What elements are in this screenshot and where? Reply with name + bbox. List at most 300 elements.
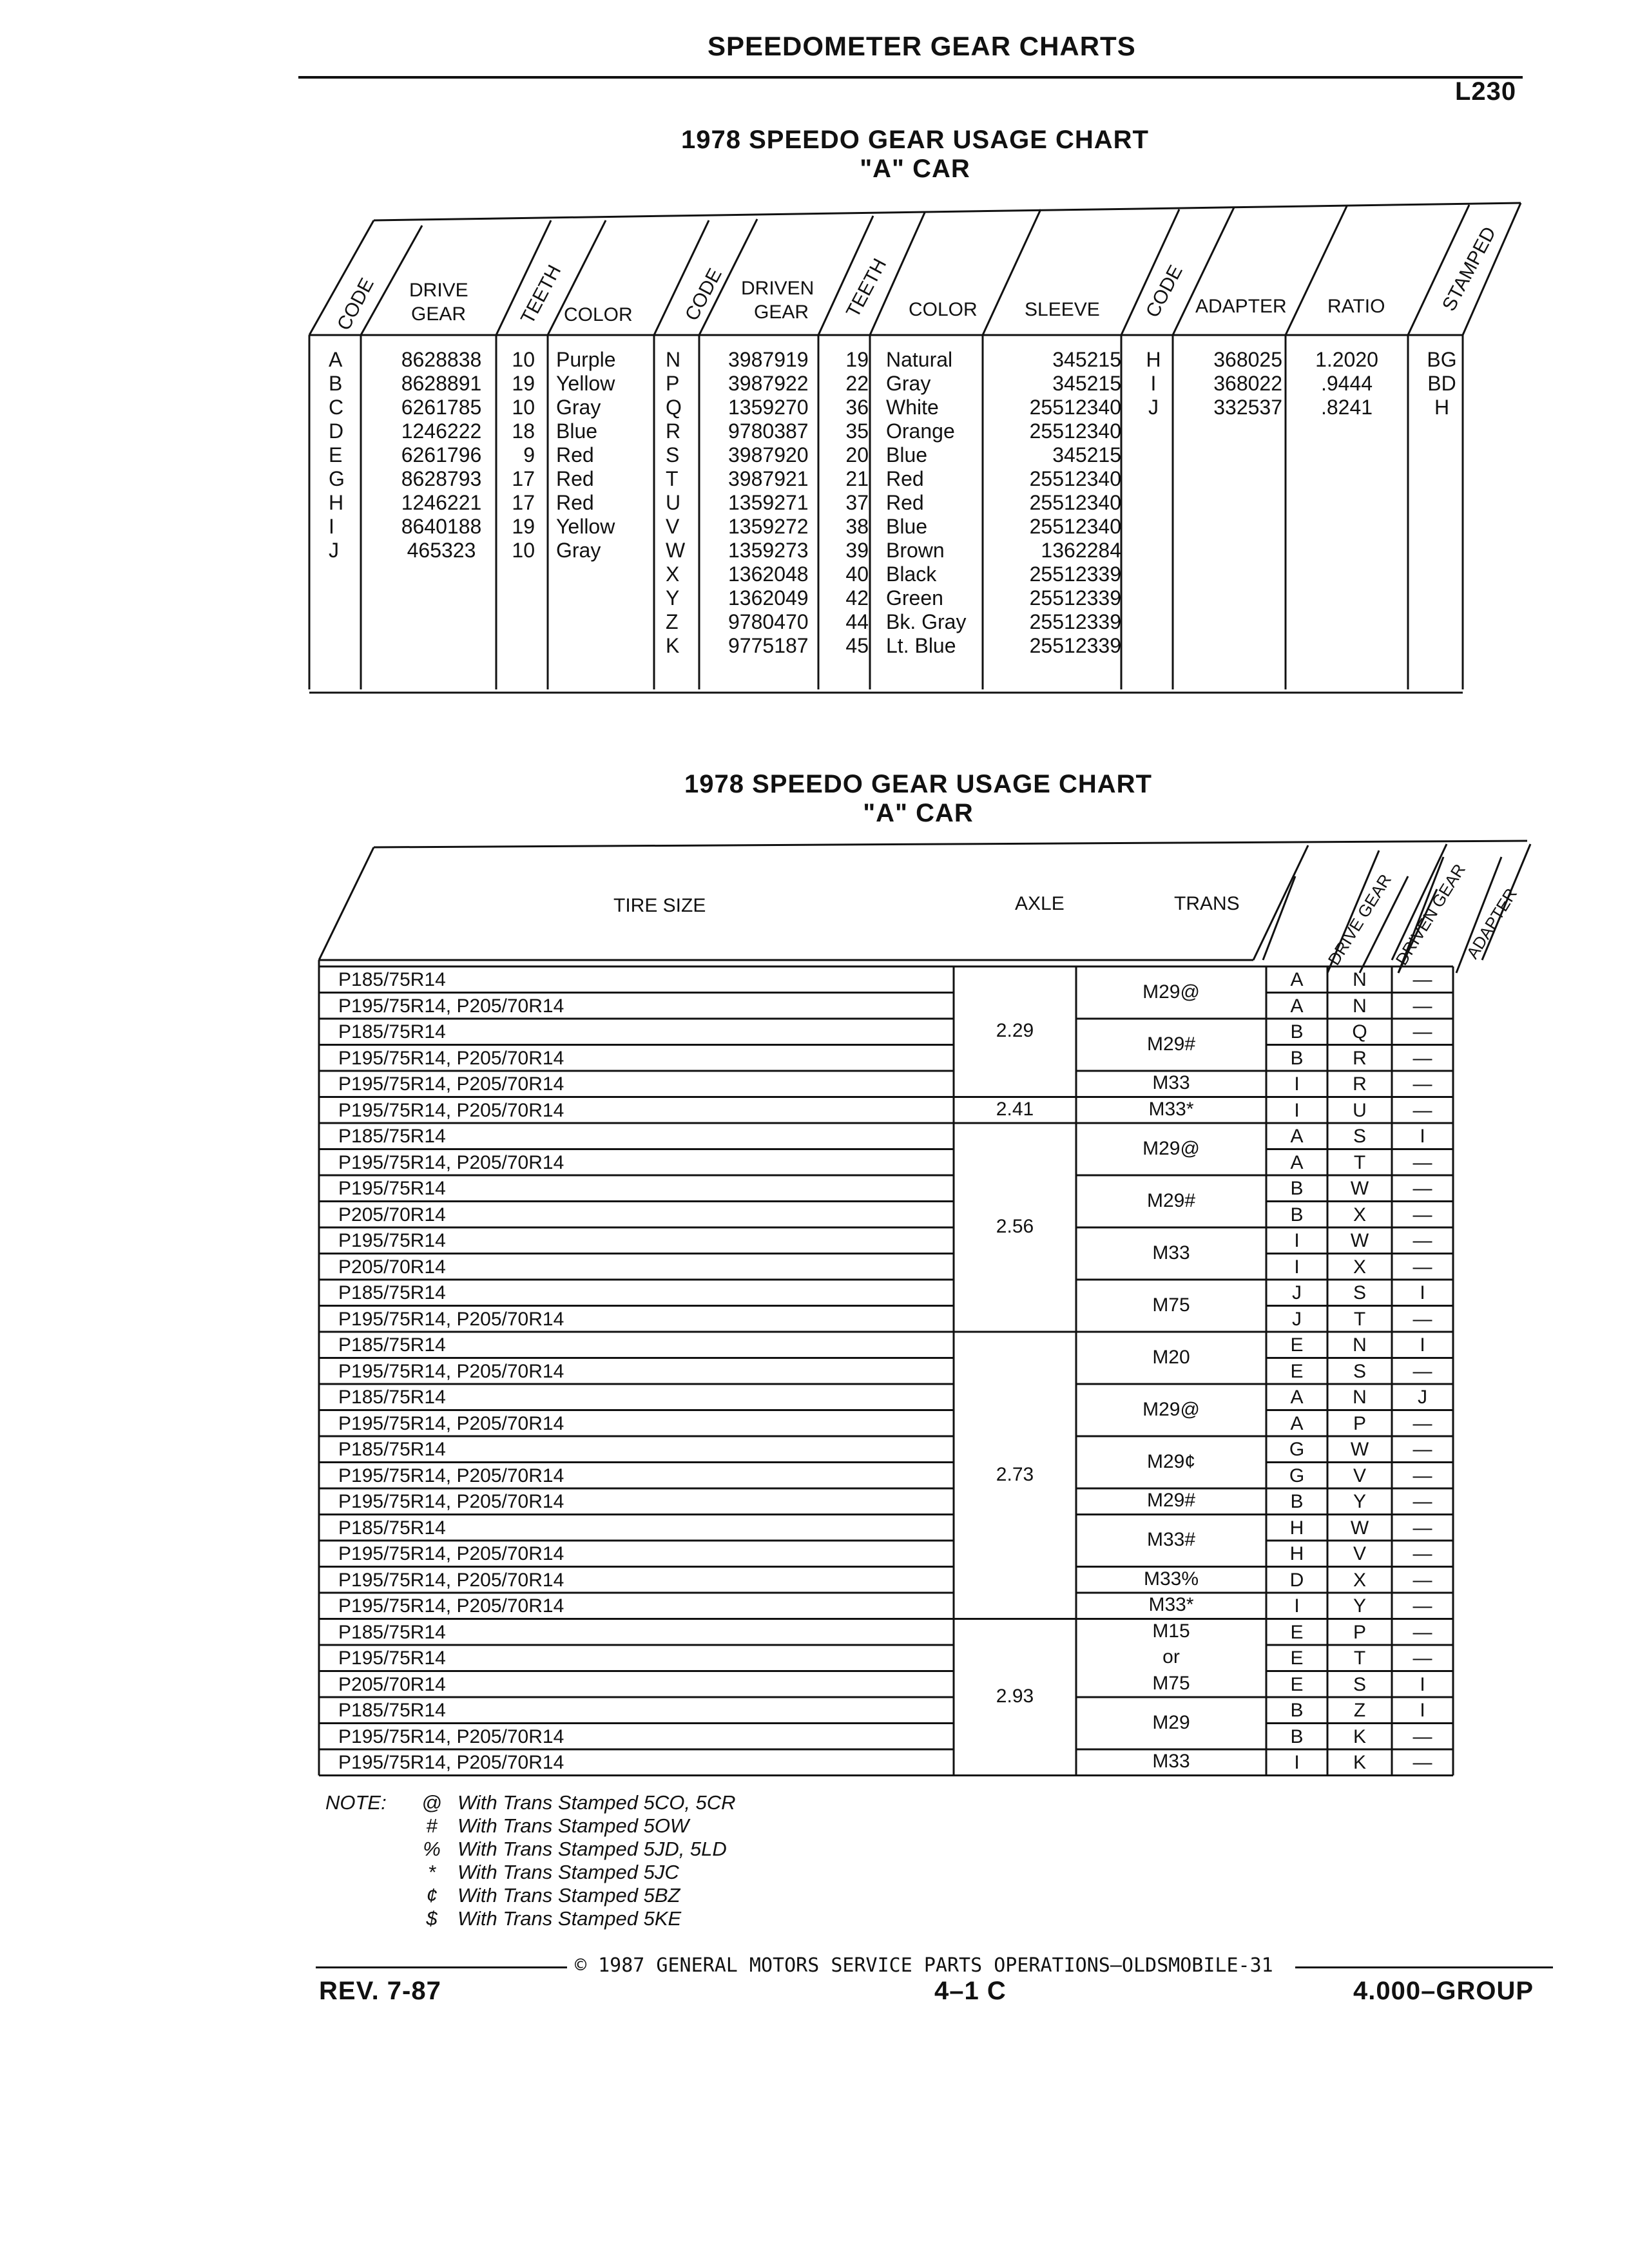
drive-teeth: 17: [512, 467, 535, 490]
drive-gear-code: I: [1294, 1230, 1300, 1251]
driven-teeth: 39: [845, 539, 869, 562]
tire-size: P185/75R14: [338, 1282, 446, 1303]
drive-gear-code: A: [1290, 995, 1304, 1017]
drive-code: D: [329, 419, 344, 443]
tire-size: P185/75R14: [338, 1387, 446, 1408]
drive-color: Yellow: [556, 515, 615, 538]
trans-code: M33: [1152, 1751, 1190, 1773]
adapter-code: —: [1412, 1517, 1432, 1539]
adapter-code: —: [1412, 1412, 1432, 1434]
tire-size: P195/75R14: [338, 1230, 446, 1251]
adapter-code: —: [1412, 1151, 1432, 1173]
drive-gear-code: J: [1292, 1308, 1302, 1330]
drive-gear-code: E: [1290, 1360, 1304, 1382]
driven-gear-code: R: [1353, 1047, 1367, 1069]
tire-size: P185/75R14: [338, 1126, 446, 1147]
driven-sleeve: 25512340: [1029, 515, 1121, 538]
drive-gear-code: A: [1290, 969, 1304, 990]
trans-code: M29@: [1142, 1398, 1200, 1420]
tire-size: P185/75R14: [338, 1517, 446, 1539]
axle-ratio: 2.73: [996, 1463, 1034, 1485]
drive-gear-code: B: [1290, 1204, 1304, 1225]
drive-gear-code: A: [1290, 1412, 1304, 1434]
tire-size: P195/75R14, P205/70R14: [338, 1491, 564, 1512]
adapter-code: I: [1420, 1282, 1425, 1303]
adapter-code: —: [1412, 1752, 1432, 1773]
drive-code: A: [329, 348, 343, 371]
driven-color: Blue: [886, 443, 928, 466]
footer-copyright: © 1987 GENERAL MOTORS SERVICE PARTS OPERATIONS—OLDSMOBILE-31: [575, 1954, 1273, 1977]
drive-gear-code: I: [1294, 1256, 1300, 1278]
adapter-code: I: [1420, 1673, 1425, 1695]
drive-teeth: 18: [512, 419, 535, 443]
driven-part: 1359271: [728, 491, 809, 514]
drive-gear-code: H: [1289, 1543, 1304, 1564]
note-text: With Trans Stamped 5BZ: [458, 1884, 680, 1907]
driven-teeth: 36: [845, 396, 869, 419]
c1-h-code2: CODE: [681, 265, 726, 325]
drive-gear-code: B: [1290, 1700, 1304, 1721]
driven-color: Natural: [886, 348, 953, 371]
c1-h-stamped: STAMPED: [1438, 223, 1501, 315]
driven-color: Brown: [886, 539, 945, 562]
trans-code: M29#: [1146, 1189, 1196, 1211]
trans-code: M29: [1152, 1711, 1190, 1733]
driven-gear-code: T: [1353, 1648, 1366, 1669]
tire-size: P195/75R14, P205/70R14: [338, 1412, 564, 1434]
adapter-code: —: [1412, 1360, 1432, 1382]
tire-size: P185/75R14: [338, 1621, 446, 1643]
drive-part: 1246222: [401, 419, 482, 443]
trans-code: M75: [1152, 1294, 1190, 1316]
adapter-code: I: [1420, 1700, 1425, 1721]
adapter-code: —: [1412, 1230, 1432, 1251]
driven-part: 1359273: [728, 539, 809, 562]
note-symbol: ¢: [426, 1884, 438, 1907]
driven-color: White: [886, 396, 939, 419]
driven-gear-code: W: [1350, 1439, 1369, 1460]
note-symbol: @: [421, 1791, 442, 1814]
note-item: [412, 1907, 681, 1930]
footer-group: 4.000–GROUP: [1353, 1977, 1534, 2005]
driven-code: W: [666, 539, 686, 562]
drive-color: Blue: [556, 419, 598, 443]
tire-size: P205/70R14: [338, 1256, 446, 1278]
c1-h-drive2: GEAR: [411, 303, 467, 325]
adapter-code: I: [1420, 1334, 1425, 1356]
drive-gear-code: B: [1290, 1021, 1304, 1043]
c1-h-sleeve: SLEEVE: [1025, 299, 1100, 320]
drive-teeth: 10: [512, 539, 535, 562]
adapter-stamped: H: [1434, 396, 1450, 419]
trans-code: M33: [1152, 1242, 1190, 1264]
drive-gear-code: E: [1290, 1621, 1304, 1643]
note-symbol: %: [423, 1838, 441, 1860]
trans-code: M33*: [1148, 1098, 1194, 1120]
trans-code: M75: [1152, 1672, 1190, 1694]
adapter-part: 368025: [1213, 348, 1282, 371]
drive-color: Gray: [556, 396, 601, 419]
adapter-code: —: [1412, 1178, 1432, 1199]
driven-gear-code: W: [1350, 1230, 1369, 1251]
driven-gear-code: V: [1353, 1543, 1366, 1564]
tire-size: P195/75R14, P205/70R14: [338, 1543, 564, 1564]
driven-sleeve: 25512340: [1029, 396, 1121, 419]
drive-gear-code: B: [1290, 1178, 1304, 1199]
footer-rule-right: [1295, 1966, 1553, 1968]
driven-gear-code: X: [1353, 1204, 1366, 1225]
footer-page-number: 4–1 C: [934, 1977, 1007, 2005]
axle-ratio: 2.56: [996, 1216, 1034, 1237]
adapter-code: —: [1412, 1021, 1432, 1043]
driven-sleeve: 345215: [1052, 348, 1121, 371]
drive-gear-code: B: [1290, 1491, 1304, 1512]
drive-gear-code: I: [1294, 1752, 1300, 1773]
adapter-code: —: [1412, 1595, 1432, 1617]
adapter-code: —: [1412, 1648, 1432, 1669]
driven-code: P: [666, 372, 680, 395]
driven-code: U: [666, 491, 681, 514]
header-rule: [298, 76, 1523, 79]
trans-code: M33*: [1148, 1594, 1194, 1616]
driven-part: 9780470: [728, 610, 809, 633]
drive-gear-code: E: [1290, 1673, 1304, 1695]
tire-size: P195/75R14, P205/70R14: [338, 1047, 564, 1069]
drive-code: I: [329, 515, 334, 538]
driven-sleeve: 1362284: [1041, 539, 1121, 562]
driven-gear-code: T: [1353, 1308, 1366, 1330]
driven-gear-code: Y: [1353, 1595, 1366, 1617]
trans-code: M15: [1152, 1620, 1190, 1642]
drive-gear-code: B: [1290, 1047, 1304, 1069]
drive-gear-code: I: [1294, 1073, 1300, 1095]
axle-ratio: 2.41: [996, 1098, 1034, 1120]
note-symbol: #: [426, 1814, 438, 1837]
footer-rule-left: [316, 1966, 567, 1968]
driven-code: R: [666, 419, 681, 443]
driven-teeth: 45: [845, 634, 869, 657]
tire-size: P205/70R14: [338, 1204, 446, 1225]
tire-size: P195/75R14, P205/70R14: [338, 1073, 564, 1095]
driven-sleeve: 25512339: [1029, 634, 1121, 657]
driven-code: K: [666, 634, 680, 657]
adapter-stamped: BG: [1427, 348, 1457, 371]
tire-size: P195/75R14, P205/70R14: [338, 1360, 564, 1382]
driven-teeth: 19: [845, 348, 869, 371]
chart2-title: 1978 SPEEDO GEAR USAGE CHART: [684, 770, 1152, 798]
drive-part: 6261796: [401, 443, 482, 466]
driven-gear-code: S: [1353, 1673, 1366, 1695]
driven-gear-code: P: [1353, 1412, 1366, 1434]
tire-size: P195/75R14, P205/70R14: [338, 1569, 564, 1591]
tire-size: P195/75R14, P205/70R14: [338, 995, 564, 1017]
note-item: [412, 1861, 679, 1884]
driven-gear-code: Z: [1353, 1700, 1366, 1721]
driven-teeth: 42: [845, 586, 869, 610]
tire-size: P195/75R14, P205/70R14: [338, 1099, 564, 1121]
trans-code: M33#: [1146, 1529, 1196, 1550]
trans-code: M29¢: [1146, 1450, 1196, 1472]
driven-code: X: [666, 562, 680, 586]
driven-gear-code: X: [1353, 1256, 1366, 1278]
drive-code: G: [329, 467, 345, 490]
driven-part: 1362049: [728, 586, 809, 610]
adapter-ratio: .9444: [1320, 372, 1373, 395]
trans-code: M29#: [1146, 1033, 1196, 1055]
c2-h-axle: AXLE: [1015, 893, 1065, 914]
driven-code: T: [666, 467, 679, 490]
note-text: With Trans Stamped 5JD, 5LD: [458, 1838, 727, 1860]
driven-gear-code: X: [1353, 1569, 1366, 1591]
adapter-stamped: BD: [1427, 372, 1456, 395]
tire-size: P195/75R14, P205/70R14: [338, 1725, 564, 1747]
trans-code: or: [1162, 1646, 1180, 1668]
tire-size: P195/75R14, P205/70R14: [338, 1752, 564, 1773]
footer-rev: REV. 7-87: [319, 1977, 441, 2005]
driven-sleeve: 25512339: [1029, 586, 1121, 610]
drive-part: 8628891: [401, 372, 482, 395]
driven-gear-code: T: [1353, 1151, 1366, 1173]
note-text: With Trans Stamped 5CO, 5CR: [458, 1791, 736, 1814]
trans-code: M33%: [1143, 1568, 1199, 1590]
tire-size: P185/75R14: [338, 1439, 446, 1460]
driven-part: 3987919: [728, 348, 809, 371]
driven-teeth: 37: [845, 491, 869, 514]
c1-h-code3: CODE: [1142, 262, 1187, 322]
adapter-code: —: [1412, 969, 1432, 990]
adapter-code: J: [1418, 1387, 1427, 1408]
driven-color: Lt. Blue: [886, 634, 956, 657]
note-symbol: *: [427, 1861, 436, 1883]
c1-h-teeth2: TEETH: [842, 255, 891, 322]
driven-gear-code: S: [1353, 1282, 1366, 1303]
driven-sleeve: 25512340: [1029, 491, 1121, 514]
page-code: L230: [1455, 77, 1517, 106]
driven-gear-code: K: [1353, 1725, 1366, 1747]
c1-h-driven1: DRIVEN: [741, 278, 815, 299]
driven-color: Orange: [886, 419, 955, 443]
page-header-title: SPEEDOMETER GEAR CHARTS: [708, 31, 1136, 61]
drive-gear-code: G: [1289, 1439, 1305, 1460]
driven-teeth: 40: [845, 562, 869, 586]
driven-sleeve: 25512339: [1029, 610, 1121, 633]
driven-gear-code: N: [1353, 1334, 1367, 1356]
driven-sleeve: 345215: [1052, 443, 1121, 466]
tire-size: P195/75R14, P205/70R14: [338, 1308, 564, 1330]
driven-color: Red: [886, 491, 924, 514]
driven-part: 1362048: [728, 562, 809, 586]
driven-code: S: [666, 443, 680, 466]
tire-size: P195/75R14, P205/70R14: [338, 1151, 564, 1173]
driven-gear-code: K: [1353, 1752, 1366, 1773]
drive-gear-code: D: [1289, 1569, 1304, 1591]
adapter-code: H: [1146, 348, 1161, 371]
driven-sleeve: 345215: [1052, 372, 1121, 395]
notes-label: NOTE:: [325, 1791, 387, 1814]
drive-part: 8640188: [401, 515, 482, 538]
driven-gear-code: N: [1353, 969, 1367, 990]
driven-teeth: 35: [845, 419, 869, 443]
c2-h-trans: TRANS: [1174, 893, 1240, 914]
adapter-code: —: [1412, 1543, 1432, 1564]
driven-gear-code: R: [1353, 1073, 1367, 1095]
chart1-title: 1978 SPEEDO GEAR USAGE CHART: [681, 126, 1149, 154]
drive-gear-code: I: [1294, 1099, 1300, 1121]
note-text: With Trans Stamped 5KE: [458, 1907, 682, 1930]
trans-code: M29@: [1142, 981, 1200, 1003]
adapter-code: —: [1412, 1047, 1432, 1069]
driven-gear-code: P: [1353, 1621, 1366, 1643]
driven-part: 3987921: [728, 467, 809, 490]
adapter-ratio: .8241: [1320, 396, 1373, 419]
driven-gear-code: W: [1350, 1178, 1369, 1199]
drive-teeth: 19: [512, 372, 535, 395]
drive-code: C: [329, 396, 344, 419]
c2-h-drive: DRIVE GEAR: [1324, 870, 1396, 969]
tire-size: P185/75R14: [338, 1334, 446, 1356]
drive-code: H: [329, 491, 344, 514]
drive-color: Purple: [556, 348, 616, 371]
drive-gear-code: H: [1289, 1517, 1304, 1539]
drive-gear-code: E: [1290, 1648, 1304, 1669]
adapter-part: 332537: [1213, 396, 1282, 419]
note-item: [412, 1814, 689, 1838]
drive-part: 8628793: [401, 467, 482, 490]
driven-code: V: [666, 515, 680, 538]
adapter-code: —: [1412, 1465, 1432, 1486]
driven-sleeve: 25512340: [1029, 419, 1121, 443]
c2-h-driven: DRIVEN GEAR: [1391, 860, 1470, 969]
drive-gear-code: A: [1290, 1126, 1304, 1147]
trans-code: M33: [1152, 1072, 1190, 1094]
driven-part: 3987922: [728, 372, 809, 395]
driven-gear-code: U: [1353, 1099, 1367, 1121]
adapter-code: J: [1148, 396, 1159, 419]
drive-teeth: 9: [523, 443, 535, 466]
driven-color: Bk. Gray: [886, 610, 967, 633]
driven-gear-code: N: [1353, 1387, 1367, 1408]
c1-h-teeth: TEETH: [517, 261, 566, 328]
note-item: [412, 1838, 727, 1861]
driven-part: 9780387: [728, 419, 809, 443]
drive-color: Yellow: [556, 372, 615, 395]
tire-size: P195/75R14: [338, 1648, 446, 1669]
driven-code: Q: [666, 396, 682, 419]
drive-color: Red: [556, 491, 594, 514]
chart1-subtitle: "A" CAR: [860, 155, 970, 183]
note-item: [412, 1791, 736, 1814]
adapter-code: —: [1412, 1491, 1432, 1512]
drive-color: Gray: [556, 539, 601, 562]
c2-h-adapter: ADAPTER: [1462, 885, 1521, 963]
driven-sleeve: 25512340: [1029, 467, 1121, 490]
trans-code: M20: [1152, 1346, 1190, 1368]
driven-code: Y: [666, 586, 680, 610]
driven-code: N: [666, 348, 681, 371]
drive-part: 6261785: [401, 396, 482, 419]
drive-teeth: 17: [512, 491, 535, 514]
axle-ratio: 2.93: [996, 1686, 1034, 1707]
tire-size: P185/75R14: [338, 1700, 446, 1721]
driven-teeth: 44: [845, 610, 869, 633]
c1-h-code: CODE: [333, 274, 378, 334]
tire-size: P185/75R14: [338, 1021, 446, 1043]
tire-size: P205/70R14: [338, 1673, 446, 1695]
adapter-code: I: [1150, 372, 1157, 395]
drive-gear-code: J: [1292, 1282, 1302, 1303]
driven-teeth: 38: [845, 515, 869, 538]
drive-part: 465323: [407, 539, 476, 562]
driven-gear-code: S: [1353, 1360, 1366, 1382]
drive-gear-code: E: [1290, 1334, 1304, 1356]
c1-h-color2: COLOR: [909, 299, 978, 320]
drive-teeth: 10: [512, 348, 535, 371]
driven-color: Black: [886, 562, 937, 586]
driven-gear-code: S: [1353, 1126, 1366, 1147]
driven-color: Blue: [886, 515, 928, 538]
driven-sleeve: 25512339: [1029, 562, 1121, 586]
c1-h-drive1: DRIVE: [409, 280, 468, 301]
drive-code: B: [329, 372, 343, 395]
drive-code: E: [329, 443, 343, 466]
chart2-subtitle: "A" CAR: [863, 799, 974, 827]
driven-gear-code: V: [1353, 1465, 1366, 1486]
adapter-code: —: [1412, 1569, 1432, 1591]
adapter-code: —: [1412, 1204, 1432, 1225]
drive-color: Red: [556, 467, 594, 490]
drive-part: 8628838: [401, 348, 482, 371]
drive-part: 1246221: [401, 491, 482, 514]
driven-gear-code: W: [1350, 1517, 1369, 1539]
trans-code: M29#: [1146, 1490, 1196, 1512]
drive-teeth: 19: [512, 515, 535, 538]
adapter-code: —: [1412, 995, 1432, 1017]
axle-ratio: 2.29: [996, 1020, 1034, 1042]
drive-gear-code: I: [1294, 1595, 1300, 1617]
driven-gear-code: Y: [1353, 1491, 1366, 1512]
c1-h-ratio: RATIO: [1327, 296, 1385, 317]
note-symbol: $: [426, 1907, 438, 1930]
drive-color: Red: [556, 443, 594, 466]
adapter-ratio: 1.2020: [1315, 348, 1378, 371]
driven-teeth: 22: [845, 372, 869, 395]
driven-part: 1359270: [728, 396, 809, 419]
adapter-code: —: [1412, 1099, 1432, 1121]
note-item: [412, 1884, 680, 1907]
driven-teeth: 21: [845, 467, 869, 490]
c1-h-driven2: GEAR: [754, 302, 809, 323]
drive-gear-code: A: [1290, 1151, 1304, 1173]
c1-h-color: COLOR: [564, 304, 633, 325]
tire-size: P185/75R14: [338, 969, 446, 990]
note-text: With Trans Stamped 5JC: [458, 1861, 679, 1883]
adapter-code: —: [1412, 1725, 1432, 1747]
driven-color: Red: [886, 467, 924, 490]
adapter-code: —: [1412, 1621, 1432, 1643]
adapter-code: —: [1412, 1439, 1432, 1460]
adapter-code: —: [1412, 1073, 1432, 1095]
adapter-code: —: [1412, 1308, 1432, 1330]
driven-part: 3987920: [728, 443, 809, 466]
tire-size: P195/75R14, P205/70R14: [338, 1465, 564, 1486]
driven-part: 9775187: [728, 634, 809, 657]
drive-teeth: 10: [512, 396, 535, 419]
note-text: With Trans Stamped 5OW: [458, 1814, 689, 1837]
driven-part: 1359272: [728, 515, 809, 538]
tire-size: P195/75R14: [338, 1178, 446, 1199]
adapter-code: —: [1412, 1256, 1432, 1278]
driven-teeth: 20: [845, 443, 869, 466]
